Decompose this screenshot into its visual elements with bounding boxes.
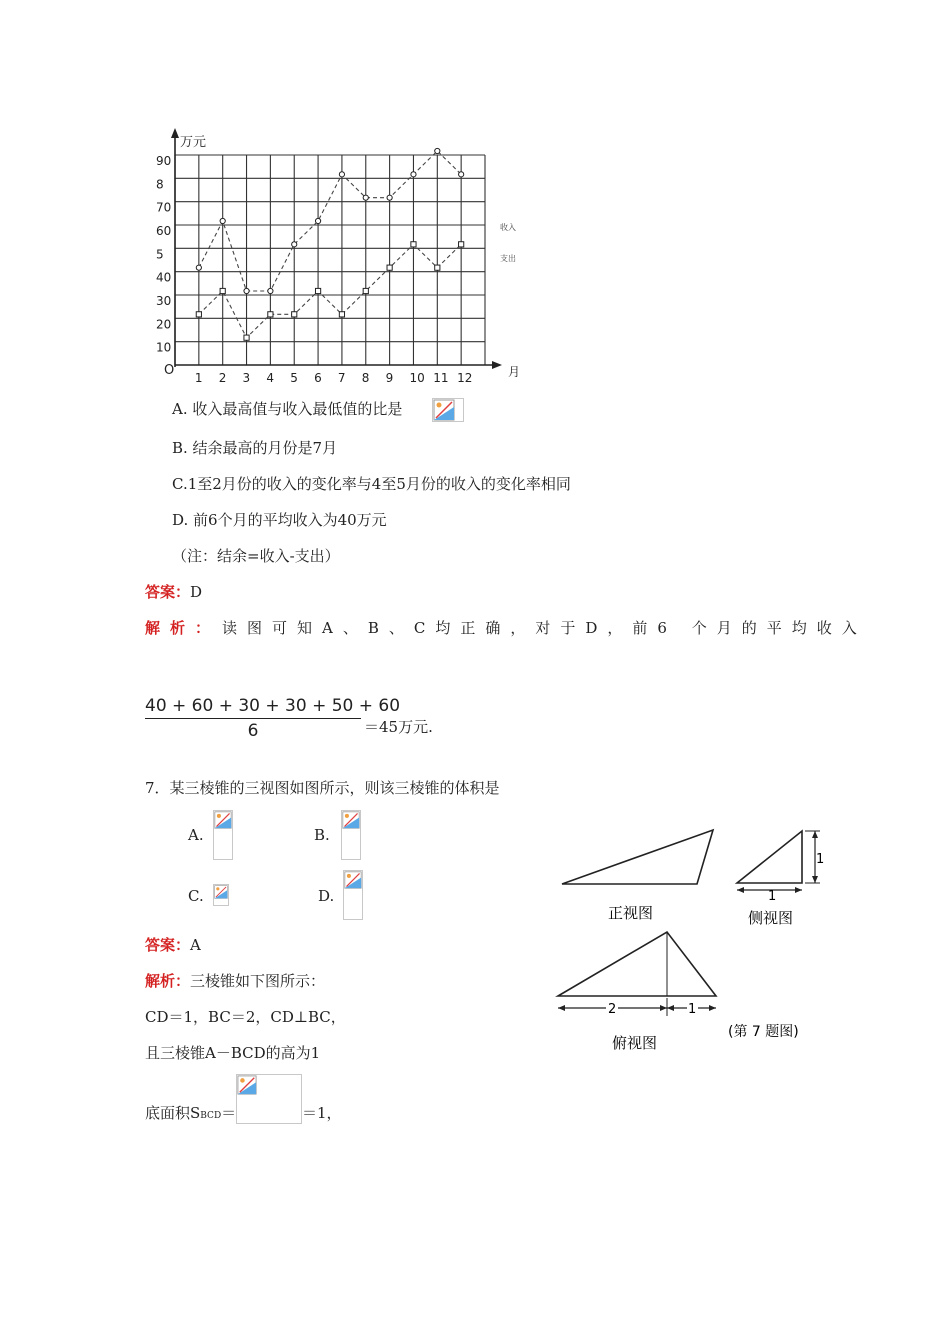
figure-caption: (第 7 题图) (728, 1024, 799, 1040)
q7-line1: CD＝1，BC＝2，CD⊥BC， (145, 1008, 346, 1026)
y-tick-label: 30 (156, 294, 172, 308)
q6-option-a (172, 398, 402, 419)
analysis-sep: ： (195, 619, 211, 637)
base-area-prefix: 底面积S (145, 1104, 201, 1122)
q6-analysis (145, 617, 867, 638)
dim-side-width: 1 (768, 889, 777, 904)
arrow-left-icon (737, 887, 744, 893)
q7-answer (145, 934, 201, 955)
formula-bar (145, 718, 361, 719)
income-expense-chart (130, 120, 550, 390)
income-point (387, 195, 392, 200)
broken-image-icon (432, 398, 464, 422)
formula-denominator: 6 (247, 721, 259, 741)
y-tick-label: 10 (156, 340, 172, 355)
legend-expense: 支出 (500, 254, 516, 263)
broken-image-icon (341, 810, 361, 860)
arrow-right-icon (660, 1005, 667, 1011)
analysis-sep: ： (175, 972, 191, 990)
q7-analysis (145, 970, 325, 991)
top-view-triangle (558, 932, 716, 996)
expense-point (292, 312, 297, 317)
front-view-label: 正视图 (608, 904, 654, 922)
x-tick-label: 7 (337, 371, 346, 385)
x-tick-label: 5 (290, 371, 298, 385)
answer-value: D (190, 583, 203, 601)
x-tick-label: 4 (266, 371, 275, 385)
x-unit-label: 月 (508, 365, 521, 379)
y-tick-label: 8 (156, 177, 164, 192)
arrow-left-icon (558, 1005, 565, 1011)
answer-label: 答案 (145, 583, 176, 601)
answer-label: 答案 (145, 936, 176, 954)
front-view-triangle (562, 830, 713, 884)
formula-result: ＝45万元. (364, 718, 433, 736)
broken-image-icon (236, 1074, 302, 1124)
x-tick-label: 10 (409, 371, 425, 385)
answer-sep: ： (175, 583, 191, 601)
y-tick-label: 40 (156, 270, 172, 285)
analysis-label: 解析 (145, 619, 196, 637)
formula-numerator: 40 + 60 + 30 + 30 + 50 + 60 (145, 696, 401, 716)
expense-point (268, 312, 273, 317)
q6-option-a-text: A. 收入最高值与收入最低值的比是 (172, 400, 403, 418)
y-tick-label: 5 (156, 247, 164, 262)
x-tick-label: 11 (433, 371, 449, 385)
income-point (435, 148, 440, 153)
income-point (220, 218, 225, 223)
broken-image-icon (213, 884, 229, 906)
q6-option-c: C.1至2月份的收入的变化率与4至5月份的收入的变化率相同 (172, 475, 571, 493)
q6-note: （注：结余=收入-支出） (172, 547, 340, 565)
expense-point (411, 242, 416, 247)
series-line-expense (199, 244, 461, 337)
origin-label: O (164, 363, 175, 378)
chart-labels (156, 135, 520, 385)
income-point (315, 218, 320, 223)
three-view-figure (550, 820, 840, 1060)
income-point (268, 288, 273, 293)
dim-top-left: 2 (608, 1002, 617, 1017)
expense-point (220, 288, 225, 293)
q6-answer (145, 581, 202, 602)
dim-top-right: 1 (688, 1002, 697, 1017)
legend-income: 收入 (500, 223, 516, 232)
y-axis-arrow-icon (171, 128, 179, 138)
x-tick-label: 2 (218, 371, 227, 385)
analysis-text: 三棱锥如下图所示： (190, 972, 326, 990)
arrow-right-icon (709, 1005, 716, 1011)
base-area-eq: ＝ (221, 1104, 237, 1122)
arrow-right-icon (795, 887, 802, 893)
y-tick-label: 70 (156, 200, 172, 215)
chart-series (196, 148, 464, 340)
q7-question: 7．某三棱锥的三视图如图所示，则该三棱锥的体积是 (145, 779, 500, 797)
x-tick-label: 1 (194, 371, 203, 385)
x-tick-label: 12 (457, 371, 473, 385)
chart-grid (175, 155, 485, 365)
analysis-label: 解析 (145, 972, 176, 990)
base-area-subscript: BCD (200, 1111, 222, 1121)
side-view-label: 侧视图 (748, 909, 794, 927)
dim-side-height: 1 (816, 852, 825, 867)
x-tick-label: 6 (314, 371, 322, 385)
side-view-triangle (737, 831, 802, 883)
y-tick-label: 60 (156, 224, 172, 238)
q7-line2: 且三棱锥A－BCD的高为1 (145, 1044, 321, 1062)
x-axis-arrow-icon (492, 361, 502, 369)
income-point (196, 265, 201, 270)
expense-point (435, 265, 440, 270)
y-tick-label: 20 (156, 317, 172, 332)
y-tick-label: 90 (156, 154, 172, 168)
broken-image-icon (213, 810, 233, 860)
income-point (292, 242, 297, 247)
x-tick-label: 3 (242, 371, 251, 385)
q7-line3 (145, 1102, 236, 1123)
expense-point (244, 335, 249, 340)
q7-option-c: C. (188, 887, 204, 905)
income-point (459, 172, 464, 177)
income-point (244, 288, 249, 293)
income-point (363, 195, 368, 200)
top-view-label: 俯视图 (612, 1034, 658, 1052)
expense-point (315, 288, 320, 293)
broken-image-icon (343, 870, 363, 920)
q7-line3-suffix: ＝1， (302, 1104, 342, 1122)
x-tick-label: 8 (361, 371, 370, 385)
q7-option-d: D. (318, 887, 335, 905)
arrow-left-icon (667, 1005, 674, 1011)
expense-point (363, 288, 368, 293)
income-point (411, 172, 416, 177)
answer-value: A (190, 936, 201, 954)
series-line-income (199, 151, 461, 291)
expense-point (387, 265, 392, 270)
analysis-text: 读图可知A、B、C均正确，对于D，前6 个月的平均收入 (222, 619, 867, 637)
arrow-up-icon (812, 831, 818, 838)
expense-point (459, 242, 464, 247)
q6-option-b: B. 结余最高的月份是7月 (172, 439, 338, 457)
q7-option-a: A. (188, 826, 204, 844)
arrow-down-icon (812, 876, 818, 883)
expense-point (196, 312, 201, 317)
x-tick-label: 9 (385, 371, 394, 385)
expense-point (339, 312, 344, 317)
income-point (339, 172, 344, 177)
answer-sep: ： (175, 936, 191, 954)
y-unit-label: 万元 (180, 135, 207, 150)
q6-option-d: D. 前6个月的平均收入为40万元 (172, 511, 387, 529)
q7-option-b: B. (314, 826, 330, 844)
